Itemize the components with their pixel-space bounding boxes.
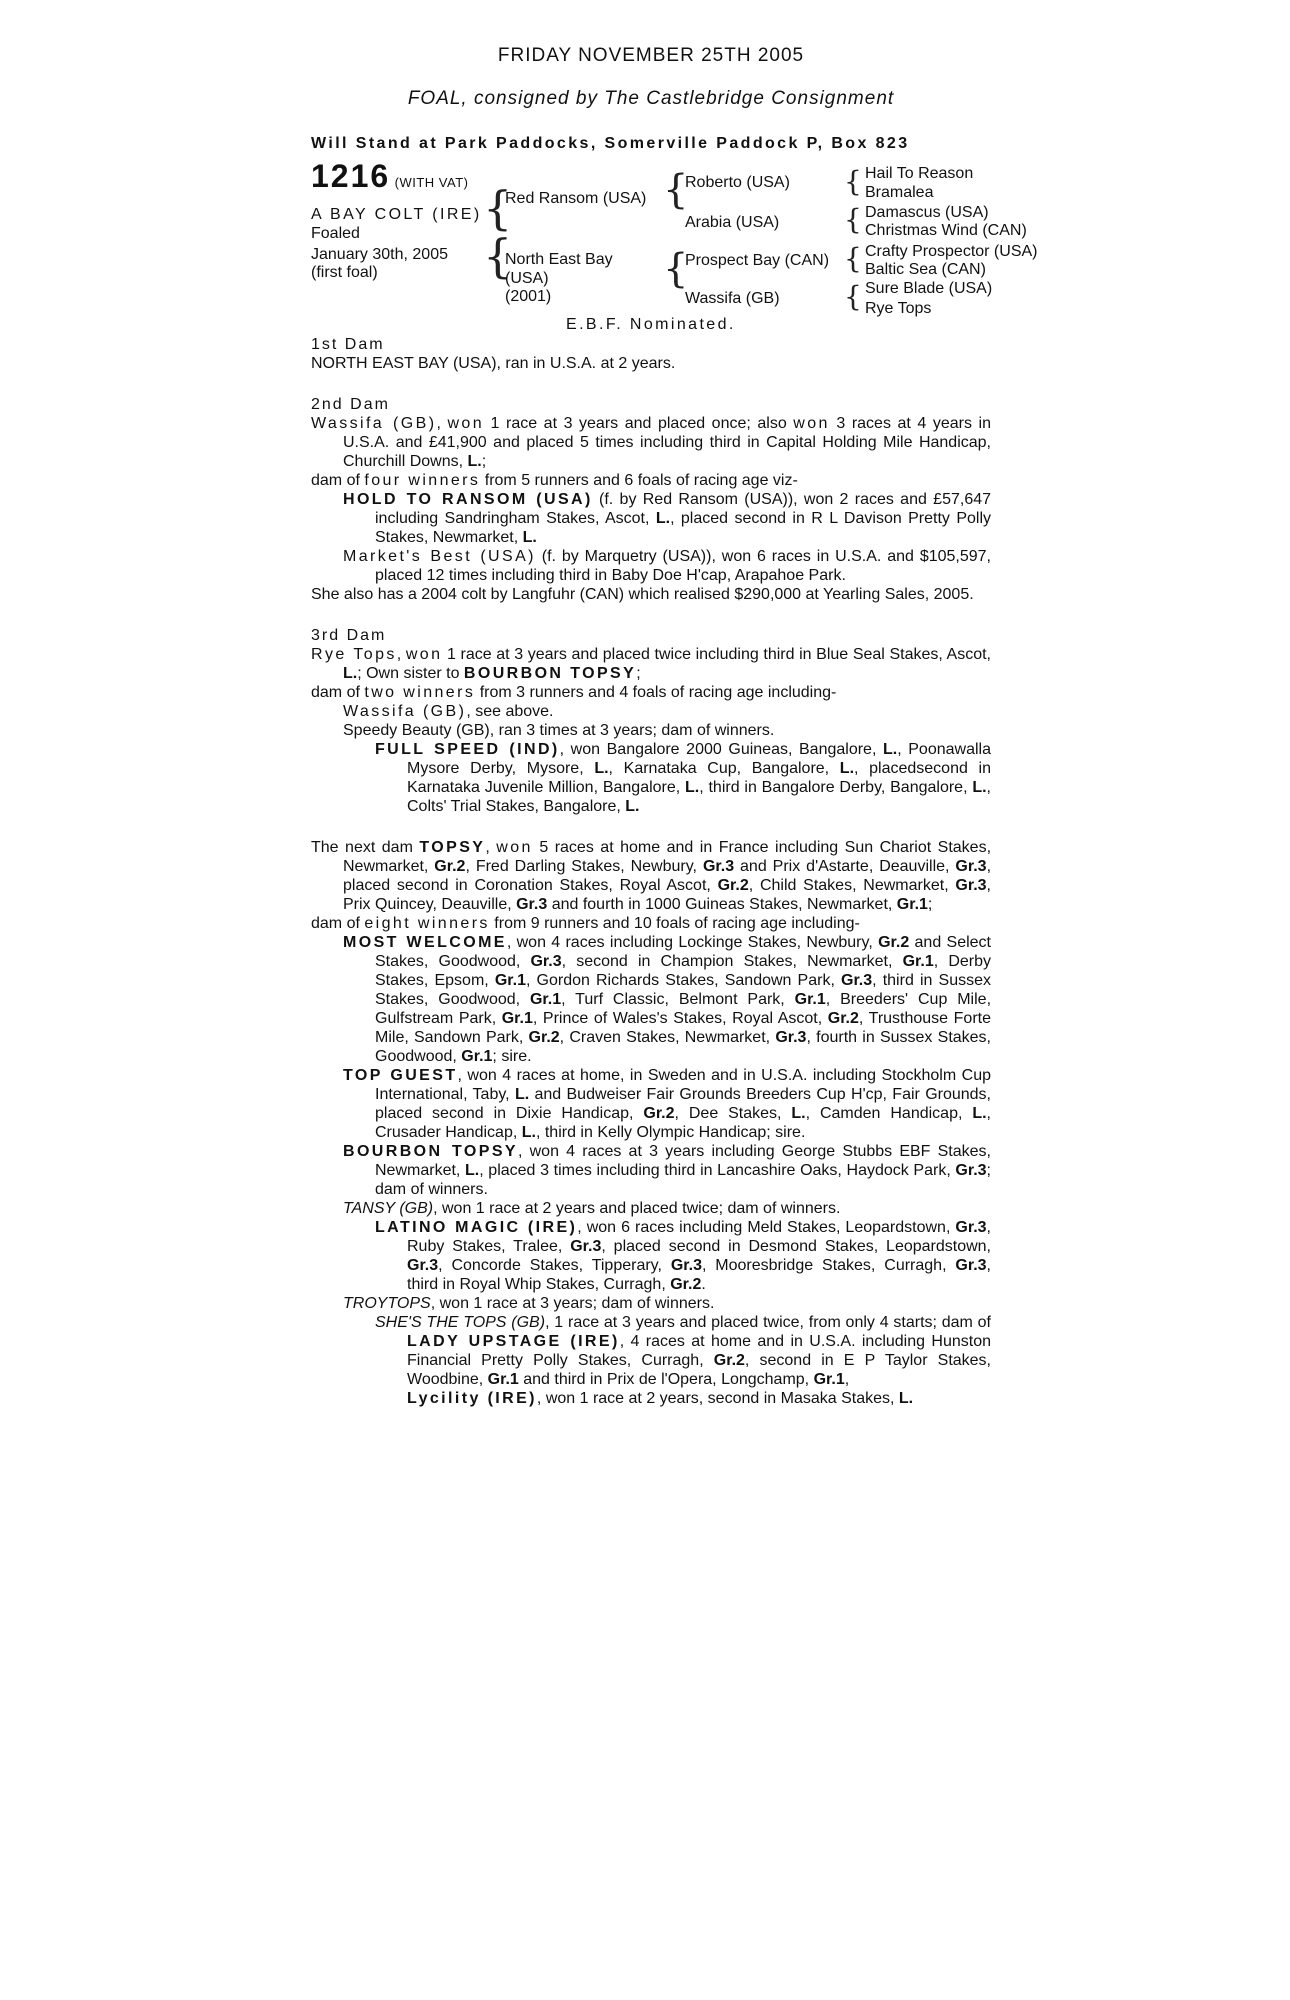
pedigree-sire-dam: Arabia (USA) — [685, 214, 780, 231]
next-dam-record: The next dam TOPSY, won 5 races at home and in France including Sun Chariot Stakes, Newmarket, Gr.2, Fred Darling Stakes, Newbury, Gr.3 and Prix d'Astarte, Deauville, Gr.3, placed second in Coronation Stakes, Royal Ascot, Gr.2, Child Stakes, Newmarket, Gr.3, Prix Quincey, Deauville, Gr.3 and fourth in 1000 Guineas Stakes, Newmarket, Gr.1; — [311, 839, 992, 913]
brace-icon: { — [844, 203, 862, 236]
pedigree-sire-sire: Roberto (USA) — [685, 174, 790, 191]
pedigree-ddd: Rye Tops — [865, 300, 932, 317]
first-foal-note: (first foal) — [311, 264, 378, 281]
third-dam-heading: 3rd Dam — [311, 627, 387, 644]
first-dam-text: NORTH EAST BAY (USA), ran in U.S.A. at 2 years. — [311, 355, 676, 372]
produce-full-speed: FULL SPEED (IND), won Bangalore 2000 Guineas, Bangalore, L., Poonawalla Mysore Derby, Mysore, L., Karnataka Cup, Bangalore, L., placedsecond in Karnataka Juvenile Million, Bangalore, L., third in Bangalore Derby, Bangalore, L., Colts' Trial Stakes, Bangalore, L. — [375, 741, 992, 815]
first-dam-section — [311, 335, 991, 373]
pedigree-sss: Hail To Reason — [865, 165, 974, 182]
second-dam-record: Wassifa (GB), won 1 race at 3 years and placed once; also won 3 races at 4 years in U.S.A. and £41,900 and placed 5 times including third in Capital Holding Mile Handicap, Churchill Downs, L.; — [311, 415, 991, 470]
pedigree-dam: North East Bay — [505, 251, 613, 268]
brace-icon: { — [483, 229, 513, 283]
pedigree-block — [311, 158, 1038, 337]
pedigree-dds: Sure Blade (USA) — [865, 280, 993, 297]
pedigree-sdd: Christmas Wind (CAN) — [865, 222, 1027, 239]
foaled-date: January 30th, 2005 — [311, 246, 448, 263]
pedigree-dss: Crafty Prospector (USA) — [865, 243, 1038, 260]
pedigree-dam-sire: Prospect Bay (CAN) — [685, 252, 830, 269]
next-dam-section — [311, 838, 991, 1408]
produce-shes-the-tops: SHE'S THE TOPS (GB), 1 race at 3 years and placed twice, from only 4 starts; dam of LADY UPSTAGE (IRE), 4 races at home and in U.S.A. including Hunston Financial Pretty Polly Stakes, Curragh, Gr.2, second in E P Taylor Stakes, Woodbine, Gr.1 and third in Prix de l'Opera, Longchamp, Gr.1, — [375, 1314, 992, 1388]
next-dam-produce-summary: dam of eight winners from 9 runners and 10 foals of racing age including- — [311, 915, 860, 932]
produce-markets-best: Market's Best (USA) (f. by Marquetry (USA)), won 6 races in U.S.A. and $105,597, placed 12 times including third in Baby Doe H'cap, Arapahoe Park. — [343, 548, 991, 584]
consignment-line: FOAL, consigned by The Castlebridge Consignment — [407, 88, 895, 109]
ebf-nomination: E.B.F. Nominated. — [566, 316, 736, 333]
pedigree-dam-country: (USA) — [505, 270, 549, 287]
produce-speedy-beauty: Speedy Beauty (GB), ran 3 times at 3 years; dam of winners. — [343, 722, 775, 739]
lot-number: 1216 — [311, 158, 391, 194]
sale-date: FRIDAY NOVEMBER 25TH 2005 — [497, 45, 805, 66]
brace-icon: { — [483, 181, 513, 235]
brace-icon: { — [844, 242, 862, 275]
third-dam-record: Rye Tops, won 1 race at 3 years and placed twice including third in Blue Seal Stakes, Ascot, L.; Own sister to BOURBON TOPSY; — [311, 646, 992, 682]
first-dam-heading: 1st Dam — [311, 336, 385, 353]
pedigree-ssd: Bramalea — [865, 184, 934, 201]
produce-tansy: TANSY (GB), won 1 race at 2 years and placed twice; dam of winners. — [343, 1200, 841, 1217]
pedigree-sire: Red Ransom (USA) — [505, 190, 647, 207]
produce-lycility: Lycility (IRE), won 1 race at 2 years, second in Masaka Stakes, L. — [407, 1390, 914, 1407]
second-dam-heading: 2nd Dam — [311, 396, 390, 413]
brace-icon: { — [844, 165, 862, 198]
third-dam-produce-summary: dam of two winners from 3 runners and 4 foals of racing age including- — [311, 684, 837, 701]
brace-icon: { — [663, 167, 689, 213]
pedigree-sds: Damascus (USA) — [865, 204, 989, 221]
pedigree-dam-dam: Wassifa (GB) — [685, 290, 780, 307]
lot-description: A BAY COLT (IRE) — [311, 206, 482, 223]
vat-note: (WITH VAT) — [394, 175, 469, 190]
produce-bourbon-topsy: BOURBON TOPSY, won 4 races at 3 years including George Stubbs EBF Stakes, Newmarket, L., placed 3 times including third in Lancashire Oaks, Haydock Park, Gr.3; dam of winners. — [343, 1143, 991, 1198]
second-dam-also-note: She also has a 2004 colt by Langfuhr (CAN) which realised $290,000 at Yearling Sales, 2005. — [311, 586, 974, 603]
foaled-label: Foaled — [311, 225, 360, 242]
third-dam-section — [311, 626, 991, 816]
pedigree-dsd: Baltic Sea (CAN) — [865, 261, 986, 278]
produce-hold-to-ransom: HOLD TO RANSOM (USA) (f. by Red Ransom (USA)), won 2 races and £57,647 including Sandringham Stakes, Ascot, L., placed second in R L Davison Pretty Polly Stakes, Newmarket, L. — [343, 491, 992, 546]
brace-icon: { — [663, 246, 689, 292]
pedigree-dam-year: (2001) — [505, 288, 552, 305]
catalogue-page — [311, 0, 1038, 1408]
location-line: Will Stand at Park Paddocks, Somerville Paddock P, Box 823 — [311, 135, 910, 152]
produce-latino-magic: LATINO MAGIC (IRE), won 6 races including Meld Stakes, Leopardstown, Gr.3, Ruby Stakes, Tralee, Gr.3, placed second in Desmond Stakes, Leopardstown, Gr.3, Concorde Stakes, Tipperary, Gr.3, Mooresbridge Stakes, Curragh, Gr.3, third in Royal Whip Stakes, Curragh, Gr.2. — [375, 1219, 992, 1293]
produce-top-guest: TOP GUEST, won 4 races at home, in Sweden and in U.S.A. including Stockholm Cup International, Taby, L. and Budweiser Fair Grounds Breeders Cup H'cp, Fair Grounds, placed second in Dixie Handicap, Gr.2, Dee Stakes, L., Camden Handicap, L., Crusader Handicap, L., third in Kelly Olympic Handicap; sire. — [343, 1067, 992, 1141]
produce-wassifa: Wassifa (GB), see above. — [343, 703, 554, 720]
second-dam-produce-summary: dam of four winners from 5 runners and 6 foals of racing age viz- — [311, 472, 798, 489]
brace-icon: { — [844, 280, 862, 313]
produce-most-welcome: MOST WELCOME, won 4 races including Lockinge Stakes, Newbury, Gr.2 and Select Stakes, Goodwood, Gr.3, second in Champion Stakes, Newmarket, Gr.1, Derby Stakes, Epsom, Gr.1, Gordon Richards Stakes, Sandown Park, Gr.3, third in Sussex Stakes, Goodwood, Gr.1, Turf Classic, Belmont Park, Gr.1, Breeders' Cup Mile, Gulfstream Park, Gr.1, Prince of Wales's Stakes, Royal Ascot, Gr.2, Trusthouse Forte Mile, Sandown Park, Gr.2, Craven Stakes, Newmarket, Gr.3, fourth in Sussex Stakes, Goodwood, Gr.1; sire. — [343, 934, 992, 1065]
second-dam-section — [311, 395, 991, 604]
lot-number-line — [311, 158, 469, 194]
produce-troytops: TROYTOPS, won 1 race at 3 years; dam of winners. — [343, 1295, 715, 1312]
